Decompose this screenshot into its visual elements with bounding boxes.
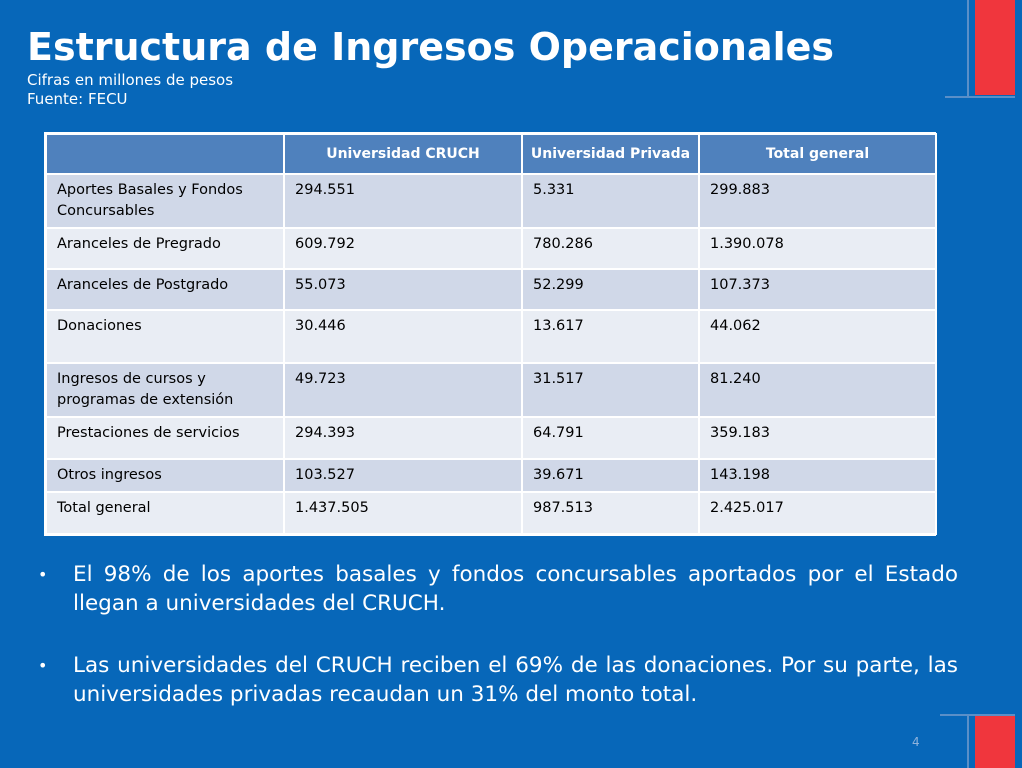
table-row: [46, 459, 936, 492]
cell-privada: 64.791: [522, 417, 699, 459]
cell-cruch: 609.792: [284, 228, 522, 269]
cell-total: 143.198: [699, 459, 936, 492]
row-label: Aranceles de Pregrado: [46, 228, 284, 269]
cell-privada: 5.331: [522, 174, 699, 228]
header-cell-privada: Universidad Privada: [522, 134, 699, 174]
cell-cruch: 1.437.505: [284, 492, 522, 534]
cell-cruch: 30.446: [284, 310, 522, 363]
accent-bar-top: [975, 0, 1015, 95]
cell-total: 359.183: [699, 417, 936, 459]
bullet-item: [38, 651, 958, 709]
bullet-text: El 98% de los aportes basales y fondos concursables aportados por el Estado llegan a universidades del CRUCH.: [73, 562, 958, 616]
row-label: Donaciones: [46, 310, 284, 363]
row-label: Otros ingresos: [46, 459, 284, 492]
accent-bar-bottom: [975, 716, 1015, 768]
cell-privada: 987.513: [522, 492, 699, 534]
row-label: Prestaciones de servicios: [46, 417, 284, 459]
cell-privada: 31.517: [522, 363, 699, 417]
cell-privada: 52.299: [522, 269, 699, 310]
slide-subtitle: Cifras en millones de pesos: [27, 71, 234, 89]
slide-source: Fuente: FECU: [27, 90, 128, 108]
table-header-row: [46, 134, 936, 174]
cell-total: 2.425.017: [699, 492, 936, 534]
header-cell-total: Total general: [699, 134, 936, 174]
cell-cruch: 49.723: [284, 363, 522, 417]
cell-privada: 39.671: [522, 459, 699, 492]
page-number: 4: [912, 735, 920, 749]
bullet-item: [38, 560, 958, 618]
accent-line-bottom-vertical: [967, 716, 969, 768]
table-row: [46, 310, 936, 363]
cell-total: 299.883: [699, 174, 936, 228]
table-row: [46, 417, 936, 459]
accent-line-top-horizontal: [945, 96, 1015, 98]
row-label: Aportes Basales y Fondos Concursables: [46, 174, 284, 228]
table-row: [46, 269, 936, 310]
slide-title: Estructura de Ingresos Operacionales: [27, 25, 834, 69]
cell-cruch: 294.393: [284, 417, 522, 459]
bullet-text: Las universidades del CRUCH reciben el 69% de las donaciones. Por su parte, las universidades privadas recaudan un 31% del monto total.: [73, 653, 958, 707]
table-row: [46, 363, 936, 417]
table-row-total: [46, 492, 936, 534]
income-table: [45, 133, 937, 535]
bullet-list: [38, 560, 958, 742]
accent-line-top-vertical: [967, 0, 969, 97]
cell-total: 1.390.078: [699, 228, 936, 269]
bullet-symbol: •: [38, 656, 48, 675]
table-row: [46, 228, 936, 269]
cell-cruch: 294.551: [284, 174, 522, 228]
header-cell-blank: [46, 134, 284, 174]
header-cell-cruch: Universidad CRUCH: [284, 134, 522, 174]
cell-total: 107.373: [699, 269, 936, 310]
cell-cruch: 55.073: [284, 269, 522, 310]
bullet-symbol: •: [38, 565, 48, 584]
cell-cruch: 103.527: [284, 459, 522, 492]
cell-total: 81.240: [699, 363, 936, 417]
cell-total: 44.062: [699, 310, 936, 363]
row-label: Total general: [46, 492, 284, 534]
table-row: [46, 174, 936, 228]
income-table-container: [44, 132, 936, 536]
cell-privada: 780.286: [522, 228, 699, 269]
cell-privada: 13.617: [522, 310, 699, 363]
row-label: Ingresos de cursos y programas de extensión: [46, 363, 284, 417]
row-label: Aranceles de Postgrado: [46, 269, 284, 310]
